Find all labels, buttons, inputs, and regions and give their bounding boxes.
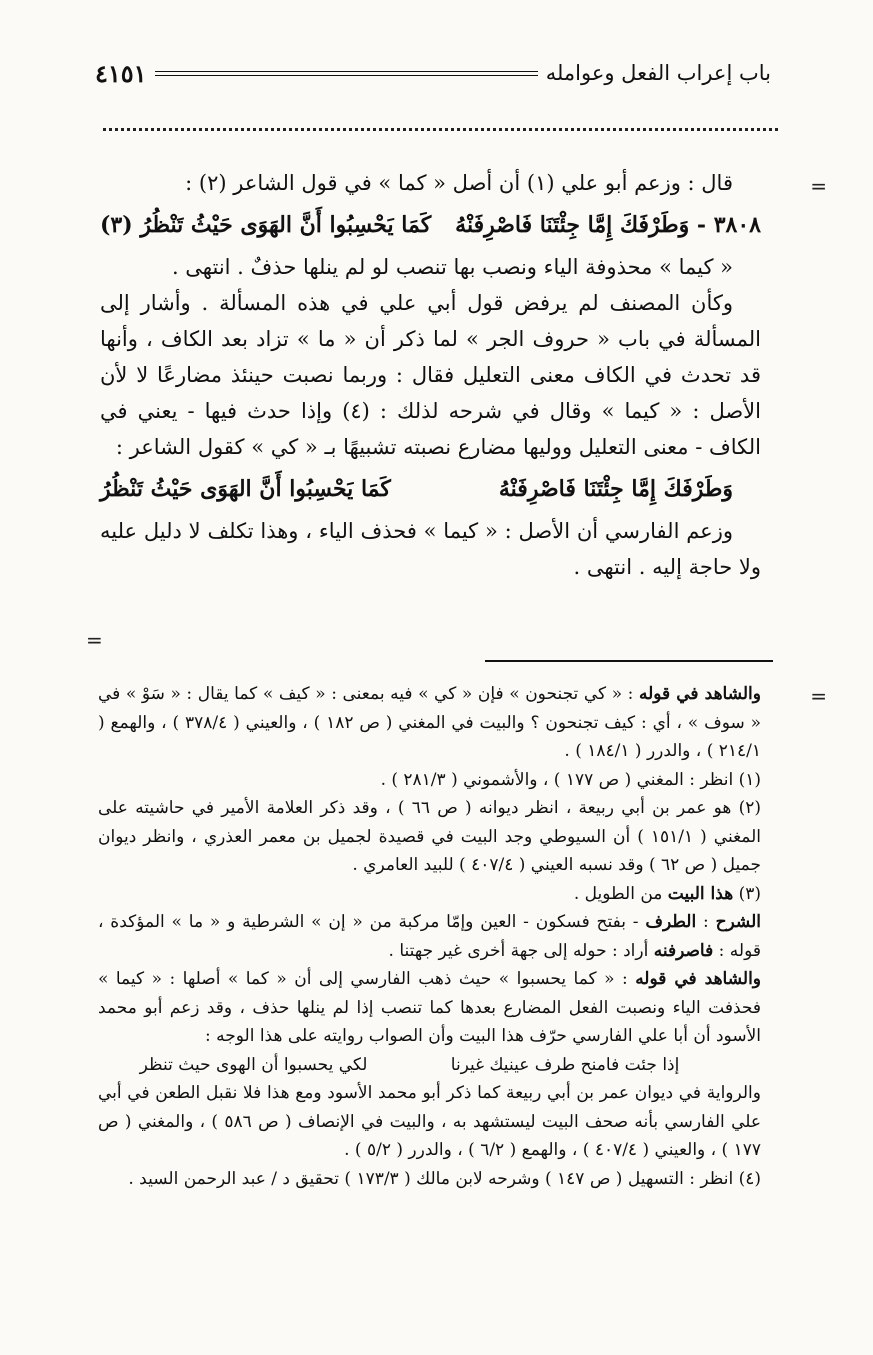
verse-2-first-hemistich: وَطَرْفَكَ إِمَّا جِئْتَنَا فَاصْرِفَنْهُ <box>498 476 733 502</box>
alternate-verse <box>98 1051 761 1080</box>
alternate-verse-first: إذا جئت فامنح طرف عينيك غيرنا <box>450 1054 680 1075</box>
sharh-word-fasrifnahu: فاصرفنه <box>653 940 714 961</box>
continuation-mark: = <box>810 174 827 198</box>
footnotes <box>98 680 761 1193</box>
footnote-separator <box>485 660 773 662</box>
dotted-divider <box>103 128 778 131</box>
verse-3808 <box>100 203 761 247</box>
footnote-continuation-mark: = <box>810 684 827 708</box>
footnote-3-text: من الطويل . <box>573 883 668 904</box>
verse-1-second-hemistich: كَمَا يَحْسِبُوا أَنَّ الهَوَى حَيْثُ تَنْظُرُ (٣) <box>100 212 432 238</box>
footnote-3-number: (٣) <box>738 883 761 904</box>
page-number: ٤١٥١ <box>95 58 147 88</box>
footnote-text: : « كي تجنحون » فإن « كي » فيه بمعنى : « كيف » كما يقال : « سَوْ » في « سوف » ، أي : كيف تجنحون ؟ والبيت في المغني ( ص ١٨٢ ) ، والعيني ( ٣٧٨/٤ ) ، والهمع ( ٢١٤/١ ) ، والدرر ( ١٨٤/١ ) . <box>98 684 761 761</box>
main-text <box>100 165 761 585</box>
footnote-3-bold: هذا البيت <box>667 883 734 904</box>
page-header <box>95 52 771 94</box>
sharh-label: الشرح <box>715 912 761 932</box>
riwaya-paragraph: والرواية في ديوان عمر بن أبي ربيعة كما ذكر أبو محمد الأسود ومع هذا فلا نقبل الطعن في أبي علي الفارسي بأنه صحف البيت ليستشهد به ، والبيت في الإنصاف ( ص ٥٨٦ ) ، والمغني ( ص ١٧٧ ) ، والعيني ( ٤٠٧/٤ ) ، والهمع ( ٦/٢ ) ، والدرر ( ٥/٢ ) . <box>98 1083 762 1160</box>
footnote-1: (١) انظر : المغني ( ص ١٧٧ ) ، والأشموني ( ٢٨١/٣ ) . <box>380 769 761 790</box>
paragraph-1: قال : وزعم أبو علي (١) أن أصل « كما » في قول الشاعر (٢) : <box>185 171 733 195</box>
footnote-2: (٢) هو عمر بن أبي ربيعة ، انظر ديوانه ( ص ٦٦ ) ، وقد ذكر العلامة الأمير في حاشيته على المغني ( ١٥١/١ ) أن السيوطي وجد البيت في قصيدة لجميل بن معمر العذري ، وانظر ديوان جميل ( ص ٦٢ ) وقد نسبه العيني ( ٤٠٧/٤ ) للبيد العامري . <box>98 798 762 875</box>
paragraph-4: وزعم الفارسي أن الأصل : « كيما » فحذف الياء ، وهذا تكلف لا دليل عليه ولا حاجة إليه . انتهى . <box>100 519 761 579</box>
verse-repeat <box>100 467 761 511</box>
footnote-label: والشاهد في قوله <box>638 684 761 704</box>
sharh-word-tarf: الطرف <box>645 912 697 932</box>
shahid-label: والشاهد في قوله <box>635 969 761 989</box>
sharh-text: - بفتح فسكون - العين وإمّا مركبة من « إن » الشرطية و « ما » المؤكدة ، قوله : <box>98 912 761 961</box>
paragraph-2: « كيما » محذوفة الياء ونصب بها تنصب لو لم ينلها حذفٌ . انتهى . <box>171 255 733 279</box>
footnote-4: (٤) انظر : التسهيل ( ص ١٤٧ ) وشرحه لابن مالك ( ١٧٣/٣ ) تحقيق د / عبد الرحمن السيد . <box>128 1168 761 1189</box>
sharh-text: : <box>696 912 716 932</box>
sharh-paragraph <box>98 908 761 965</box>
sharh-text: أراد : حوله إلى جهة أخرى غير جهتنا . <box>388 940 654 961</box>
paragraph-3: وكأن المصنف لم يرفض قول أبي علي في هذه المسألة . وأشار إلى المسألة في باب « حروف الجر » لما ذكر أن « ما » تزاد بعد الكاف ، وأنها قد تحدث في الكاف معنى التعليل فقال : وربما نصبت حينئذ مضارعًا لا لأن الأصل : « كيما » وقال في شرحه لذلك : (٤) وإذا حدث فيها - يعني في الكاف - معنى التعليل ووليها مضارع نصبته تشبيهًا بـ « كي » كقول الشاعر : <box>100 291 761 459</box>
verse-2-second-hemistich: كَمَا يَحْسِبُوا أَنَّ الهَوَى حَيْثُ تَنْظُرُ <box>100 476 391 502</box>
running-title: باب إعراب الفعل وعوامله <box>545 61 771 85</box>
continuation-mark-left: = <box>86 628 103 652</box>
shahid-text: : « كما يحسبوا » حيث ذهب الفارسي إلى أن « كما » أصلها : « كيما » فحذفت الياء ونصبت الفعل المضارع بعدها كما تنصب إذا لم ينلها حذف ، وقد زعم أبو محمد الأسود أن أبا علي الفارسي حرّف هذا البيت وأن الصواب روايته على هذا الوجه : <box>98 969 761 1046</box>
shahid-paragraph <box>98 965 761 1051</box>
footnote-continued <box>98 680 761 766</box>
alternate-verse-second: لكي يحسبوا أن الهوى حيث تنظر <box>139 1054 368 1075</box>
header-rule <box>155 71 538 76</box>
footnote-3 <box>98 880 761 909</box>
verse-1-first-hemistich: ٣٨٠٨ - وَطَرْفَكَ إِمَّا جِئْتَنَا فَاصْرِفَنْهُ <box>455 212 761 238</box>
